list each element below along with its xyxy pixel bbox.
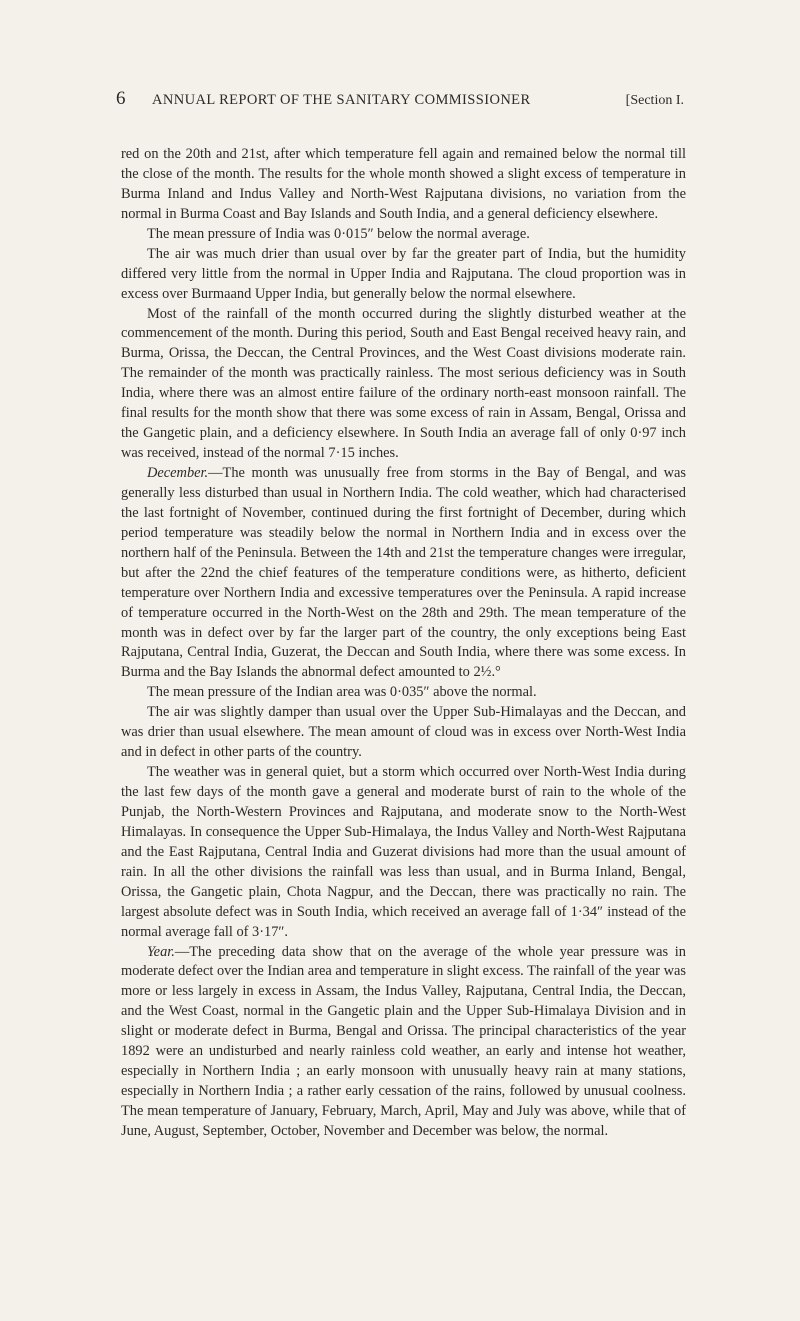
paragraph: The mean pressure of India was 0·015″ below the normal average.: [147, 225, 530, 242]
paragraph: Most of the rainfall of the month occurred during the slightly disturbed weather at the commencement of the month. During this period, South and East Bengal received heavy rain, and Burma, Orissa, the Deccan, the Central Provinces, and the West Coast divisions moderate rain. The remainder of the month was practically rainless. The most serious deficiency was in South India, where there was an almost entire failure of the ordinary north-east monsoon rainfall. The final results for the month show that there was some excess of rain in Assam, Bengal, Orissa and the Gangetic plain, and a deficiency elsewhere. In South India an average fall of only 0·97 inch was received, instead of the normal 7·15 inches.: [121, 305, 686, 462]
paragraph: The air was much drier than usual over by far the greater part of India, but the humidity differed very little from the normal in Upper India and Rajputana. The cloud proportion was in excess over Burmaand Upper India, but generally below the normal elsewhere.: [121, 245, 686, 302]
paragraph-year: Year.—The preceding data show that on the average of the whole year pressure was in moderate defect over the Indian area and temperature in slight excess. The rainfall of the year was more or less largely in excess in Assam, the Indus Valley, Rajputana, Central India, the Deccan, and the West Coast, normal in the Gangetic plain and the Upper Sub-Himalaya Division and in slight or moderate defect in Burma, Bengal and Orissa. The principal characteristics of the year 1892 were an undisturbed and nearly rainless cold weather, an early and intense hot weather, especially in Northern India ; an early monsoon with unusually heavy rain at many stations, especially in Northern India ; a rather early cessation of the rains, followed by unusual coolness. The mean temperature of January, February, March, April, May and July was above, while that of June, August, September, October, November and December was below, the normal.: [121, 943, 686, 1139]
running-header: [118, 88, 684, 110]
section-label: [Section I.: [625, 93, 684, 108]
paragraph-december: December.—The month was unusually free from storms in the Bay of Bengal, and was generally less disturbed than usual in Northern India. The cold weather, which had characterised the last fortnight of November, continued during the first fortnight of December, during which period temperature was steadily below the normal in Northern India and in excess over the northern half of the Peninsula. Between the 14th and 21st the temperature changes were irregular, but after the 22nd the chief features of the temperature conditions were, as hitherto, deficient temperature over Northern India and excessive temperatures over the Peninsula. A rapid increase of temperature occurred in the North-West on the 28th and 29th. The mean temperature of the month was in defect over by far the larger part of the country, the only exceptions being East Rajputana, Central India, Guzerat, the Deccan and South India, where there was some excess. In Burma and the Bay Islands the abnormal defect amounted to 2½.°: [121, 465, 686, 681]
paragraph-heading: Year.: [147, 943, 175, 960]
paragraph: The mean pressure of the Indian area was 0·035″ above the normal.: [147, 684, 537, 701]
body-text: [121, 145, 686, 1142]
page-number: 6: [116, 88, 126, 109]
report-title: ANNUAL REPORT OF THE SANITARY COMMISSIONER: [152, 92, 531, 108]
paragraph: red on the 20th and 21st, after which temperature fell again and remained below the normal till the close of the month. The results for the whole month showed a slight excess of temperature in Burma Inland and Indus Valley and North-West Rajputana divisions, no variation from the normal in Burma Coast and Bay Islands and South India, and a general deficiency elsewhere.: [121, 146, 686, 222]
paragraph: The air was slightly damper than usual over the Upper Sub-Himalayas and the Deccan, and was drier than usual elsewhere. The mean amount of cloud was in excess over North-West India and in defect in other parts of the country.: [121, 704, 686, 761]
paragraph: The weather was in general quiet, but a storm which occurred over North-West India during the last few days of the month gave a general and moderate burst of rain to the whole of the Punjab, the North-Western Provinces and Rajputana, and moderate snow to the North-West Himalayas. In consequence the Upper Sub-Himalaya, the Indus Valley and North-West Rajputana and the East Rajputana, Central India and Guzerat divisions had more than the usual amount of rain. In all the other divisions the rainfall was less than usual, and in Burma Inland, Bengal, Orissa, the Gangetic plain, Chota Nagpur, and the Deccan, there was practically no rain. The largest absolute defect was in South India, which received an average fall of 1·34″ instead of the normal average fall of 3·17″.: [121, 764, 686, 940]
paragraph-heading: December.: [147, 465, 209, 481]
